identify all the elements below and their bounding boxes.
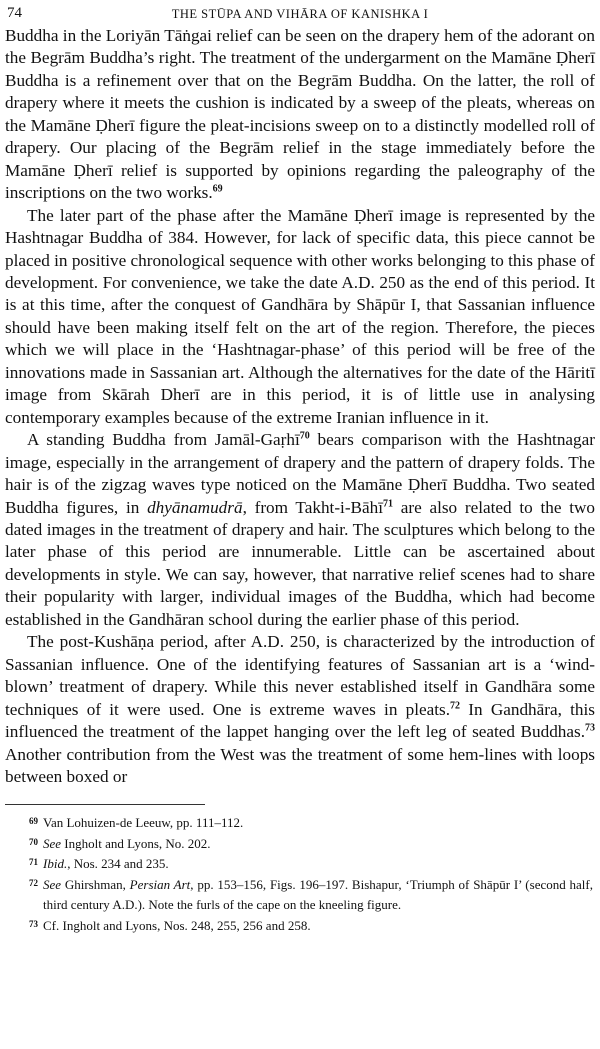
footnote-text-part: Ghirshman, [61,876,130,892]
footnote-69 [29,813,593,834]
footnote-number: 72 [29,877,38,888]
footnote-ref-71[interactable]: 71 [383,497,394,509]
footnote-text [43,916,593,937]
footnote-ref-69[interactable]: 69 [212,183,223,195]
footnote-italic-title: Persian Art [129,876,191,892]
footnote-text-part: Van Lohuizen-de Leeuw, pp. 111–112. [43,815,244,831]
paragraph-4 [5,631,595,788]
footnote-divider [5,804,205,805]
paragraph-2-text: The later part of the phase after the Mamāne Ḍherī image is represented by the Hashtnagar Buddha of 384. However, for lack of specific data, this piece cannot be placed in positive chronological sequence with other works belonging to this phase of development. For convenience, we take the date A.D. 250 as the end of this period. It is at this time, after the conquest of Gandhāra by Shāpūr I, that Sassanian influence should have been making itself felt on the art of the region. Therefore, the pieces which we will place in the ‘Hashtnagar-phase’ of this period will be free of the innovations made in Sassanian art. Although the alternatives for the date of the Hāritī image from Skārah Dherī are in this period, it is of little use in analysing contemporary examples because of the extreme Iranian influence in it. [5,205,595,427]
paragraph-3-italic-term: dhyānamudrā [147,497,243,517]
page-header [5,3,595,25]
footnote-text-part: , pp. 153–156, Figs. 196–197. Bishapur, ‘Triumph of Shāpūr I’ (second half, third century A.D.). Note the furls of the cape on the kneeling figure. [43,876,593,913]
footnote-ref-70[interactable]: 70 [299,430,310,442]
footnote-number: 73 [29,918,38,929]
footnote-71 [29,854,593,875]
footnotes [5,813,595,936]
footnote-italic: Ibid. [43,856,68,872]
footnote-70 [29,834,593,855]
page-number: 74 [7,5,22,21]
footnote-text [43,834,593,855]
paragraph-3-text-c: , from Takht-i-Bāhī [242,497,384,517]
running-title: THE STŪPA AND VIHĀRA OF KANISHKA I [171,7,429,21]
paragraph-1-text: Buddha in the Loriyān Tāṅgai relief can be seen on the drapery hem of the adorant on the Begrām Buddha’s right. The treatment of the undergarment on the Mamāne Ḍherī Buddha is a refinement over that on the Begrām Buddha. On the latter, the roll of drapery where it meets the cushion is indicated by a sweep of the pleats, whereas on the Mamāne Ḍherī figure the pleat-incisions sweep on to a distinctly modelled roll of drapery. Our placing of the Begrām relief in the stage immediately before the Mamāne Ḍherī relief is supported by opinions regarding the paleography of the inscriptions on the two works. [5,26,595,203]
paragraph-3 [5,429,595,631]
footnote-72 [29,875,593,916]
paragraph-3-text-b: bears comparison with the Hashtnagar image, especially in the arrangement of drapery and the pattern of drapery folds. The hair is of the zigzag waves type noticed on the Mamāne Ḍherī Buddha. Two seated Buddha figures, in [5,430,596,517]
footnote-ref-73[interactable]: 73 [585,722,595,734]
footnote-number: 69 [29,816,38,827]
paragraph-4-text-c: Another contribution from the West was the treatment of some hem-lines with loops between boxed or [5,744,595,786]
paragraph-1 [5,25,595,205]
footnote-italic: See [43,876,62,892]
paragraph-4-text-b: In Gandhāra, this influenced the treatment of the lappet hanging over the left leg of seated Buddhas. [5,699,595,742]
paragraph-3-text-a: A standing Buddha from Jamāl-Gaṛhī [27,430,300,450]
paragraph-4-text-a: The post-Kushāṇa period, after A.D. 250, is characterized by the introduction of Sassanian influence. One of the identifying features of Sassanian art is a ‘wind-blown’ treatment of drapery. While this never established itself in Gandhāra some techniques of it were used. One is extreme waves in pleats. [5,632,595,719]
footnote-ref-72[interactable]: 72 [450,699,461,711]
footnote-number: 70 [29,836,38,847]
footnote-text-part: Cf. Ingholt and Lyons, Nos. 248, 255, 256 and 258. [43,917,311,933]
footnote-text [43,813,593,834]
footnote-text-part: Ingholt and Lyons, No. 202. [61,835,211,851]
footnote-number: 71 [29,857,38,868]
footnote-text [43,875,593,916]
footnote-italic: See [43,835,62,851]
footnote-text-part: , Nos. 234 and 235. [67,856,169,872]
paragraph-3-text-d: are also related to the two dated images in the treatment of drapery and hair. The sculptures which belong to the later phase of this period are innumerable. Little can be ascertained about developments in style. We can say, however, that narrative relief scenes had to share their popularity with larger, individual images of the Buddha, which had become established in the Gandhāran school during the earlier phase of this period. [5,497,595,629]
footnote-73 [29,916,593,937]
body-text [5,25,595,788]
paragraph-2 [5,205,595,430]
footnote-text [43,854,593,875]
